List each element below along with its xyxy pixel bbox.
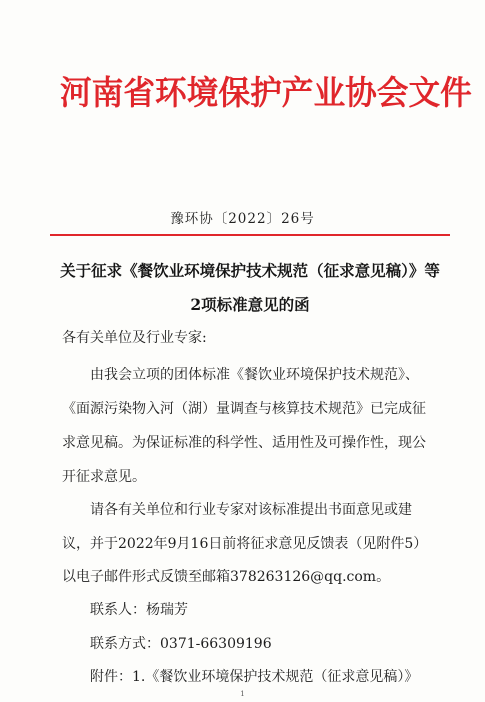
paragraph-2-line-1: 请各有关单位和行业专家对该标准提出书面意见或建 — [90, 502, 412, 518]
paragraph-1-line-1: 由我会立项的团体标准《餐饮业环境保护技术规范》、 — [90, 367, 419, 383]
paragraph-1-line-2: 《面源污染物入河（湖）量调查与核算技术规范》已完成征 — [62, 401, 426, 417]
org-header-title: 河南省环境保护产业协会文件 — [60, 73, 472, 112]
subject-line-1: 关于征求《餐饮业环境保护技术规范（征求意见稿）》等 — [60, 261, 440, 280]
page-number: 1 — [240, 690, 245, 698]
salutation: 各有关单位及行业专家: — [62, 330, 207, 346]
red-divider-line — [50, 234, 450, 236]
paragraph-2-line-3: 以电子邮件形式反馈至邮箱378263126@qq.com。 — [62, 569, 391, 585]
document-number: 豫环协〔2022〕26号 — [170, 211, 315, 227]
subject-line-2: 2项标准意见的函 — [190, 295, 310, 314]
attachment-line: 附件：1.《餐饮业环境保护技术规范（征求意见稿）》 — [90, 669, 419, 685]
paragraph-1-line-4: 开征求意见。 — [62, 469, 146, 485]
contact-phone: 联系方式：0371-66309196 — [90, 636, 272, 652]
paragraph-2-line-2: 议，并于2022年9月16日前将征求意见反馈表（见附件5） — [62, 536, 428, 552]
paragraph-1-line-3: 求意见稿。为保证标准的科学性、适用性及可操作性，现公 — [62, 435, 426, 451]
contact-person: 联系人：杨瑞芳 — [90, 602, 188, 618]
